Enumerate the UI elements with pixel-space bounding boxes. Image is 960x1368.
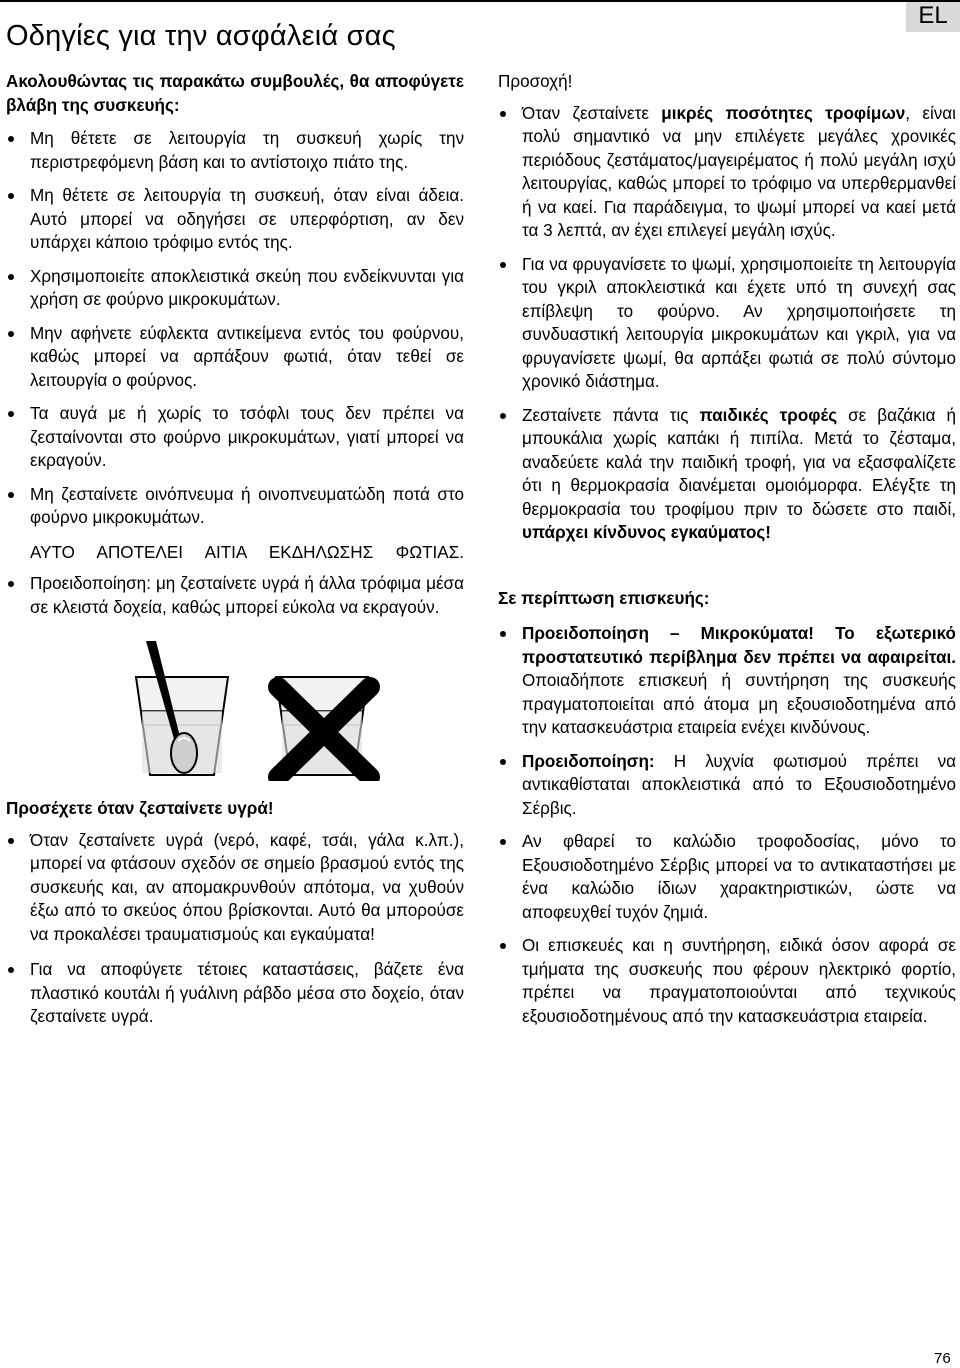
service-list (498, 622, 956, 1028)
left-column (6, 66, 464, 1029)
page-title: Οδηγίες για την ασφάλειά σας (6, 20, 396, 52)
list-item (498, 102, 956, 243)
spoon-in-glass-vs-no-spoon-icon (128, 641, 388, 781)
list-item: Για να αποφύγετε τέτοιες καταστάσεις, βάζετε ένα πλαστικό κουτάλι ή γυάλινη ράβδο μέσα στο δοχείο, όταν ζεσταίνετε υγρά. (6, 958, 464, 1029)
list-item: Προειδοποίηση: μη ζεσταίνετε υγρά ή άλλα τρόφιμα μέσα σε κλειστά δοχεία, καθώς μπορεί εύκολα να εκραγούν. (6, 572, 464, 619)
closed-container-list (6, 572, 464, 619)
text: , είναι πολύ σημαντικό να μην επιλέγετε μεγάλες χρονικές περιόδους ζεστάματος/μαγειρέματος ή πολύ μεγάλη ισχύ λειτουργίας, καθώς μπορεί το τρόφιμο να υπερθερμανθεί ή να καεί. Για παράδειγμα, το ψωμί μπορεί να καεί μετά τα 3 λεπτά, αν έχει επιλεγεί μεγάλη ισχύς. (522, 103, 956, 240)
text: Οποιαδήποτε επισκευή ή συντήρηση της συσκευής πραγματοποιείται από άτομα μη εξουσιοδοτημένα από την κατασκευάστρια εταιρεία ενέχει κινδύνους. (522, 671, 956, 737)
list-item: Οι επισκευές και η συντήρηση, ειδικά όσον αφορά σε τμήματα της συσκευής που φέρουν ηλεκτρικό φορτίο, πρέπει να πραγματοποιούνται από τεχνικούς εξουσιοδοτημένους από την κατασκευάστρια εταιρεία. (498, 934, 956, 1028)
emphasis: υπάρχει κίνδυνος εγκαύματος! (522, 523, 771, 542)
fire-warning: ΑΥΤΟ ΑΠΟΤΕΛΕΙ ΑΙΤΙΑ ΕΚΔΗΛΩΣΗΣ ΦΩΤΙΑΣ. (30, 542, 464, 562)
text: Η λυχνία φωτισμού πρέπει να αντικαθίσταται αποκλειστικά από το Εξουσιοδοτημένο Σέρβις. (522, 751, 956, 818)
list-item: Μη θέτετε σε λειτουργία τη συσκευή χωρίς την περιστρεφόμενη βάση και το αντίστοιχο πιάτο της. (6, 127, 464, 174)
title-bar (0, 0, 960, 62)
liquids-heading: Προσέχετε όταν ζεσταίνετε υγρά! (6, 799, 274, 818)
list-item: Μην αφήνετε εύφλεκτα αντικείμενα εντός του φούρνου, καθώς μπορεί να αρπάξουν φωτιά, όταν τεθεί σε λειτουργία ο φούρνος. (6, 322, 464, 393)
caution-heading: Προσοχή! (498, 72, 573, 91)
liquids-list (6, 829, 464, 1029)
list-item (498, 750, 956, 821)
list-item (498, 404, 956, 545)
list-item: Αν φθαρεί το καλώδιο τροφοδοσίας, μόνο το Εξουσιοδοτημένο Σέρβις μπορεί να το αντικαταστήσει με ένα καλώδιο ίδιων χαρακτηριστικών, ώστε να αποφευχθεί τυχόν ζημιά. (498, 830, 956, 924)
service-heading: Σε περίπτωση επισκευής: (498, 588, 710, 608)
list-item (498, 622, 956, 740)
right-column (498, 66, 956, 1028)
device-damage-list (6, 127, 464, 530)
text: Ζεσταίνετε πάντα τις (522, 405, 700, 425)
text: σε βαζάκια ή μπουκάλια χωρίς καπάκι ή πιπίλα. Μετά το ζέσταμα, αναδεύετε καλά την παιδική τροφή, για να εξασφαλίζετε ότι η θερμοκρασία διανέμεται ομοιόμορφα. Ελέγξτε τη θερμοκρασία του τροφίμου πριν το δώσετε στο παιδί, (522, 405, 956, 519)
list-item: Χρησιμοποιείτε αποκλειστικά σκεύη που ενδείκνυνται για χρήση σε φούρνο μικροκυμάτων. (6, 265, 464, 312)
emphasis: Προειδοποίηση – Μικροκύματα! Το εξωτερικό προστατευτικό περίβλημα δεν πρέπει να αφαιρείται. (522, 624, 956, 667)
list-item: Όταν ζεσταίνετε υγρά (νερό, καφέ, τσάι, γάλα κ.λπ.), μπορεί να φτάσουν σχεδόν σε σημείο βρασμού εντός της συσκευής και, αν απομακρυνθούν απότομα, να χυθούν έξω από το σκεύος όπου βρίσκονται. Αυτό θα μπορούσε να προκαλέσει τραυματισμούς και εγκαύματα! (6, 829, 464, 947)
page-number: 76 (934, 1350, 951, 1367)
glass-illustration (128, 641, 388, 781)
list-item: Μη θέτετε σε λειτουργία τη συσκευή, όταν είναι άδεια. Αυτό μπορεί να οδηγήσει σε υπερφόρτιση, αν δεν υπάρχει κάποιο τρόφιμο εντός της. (6, 184, 464, 255)
emphasis: Προειδοποίηση: (522, 751, 655, 771)
intro-heading: Ακολουθώντας τις παρακάτω συμβουλές, θα αποφύγετε βλάβη της συσκευής: (6, 72, 464, 115)
list-item: Τα αυγά με ή χωρίς το τσόφλι τους δεν πρέπει να ζεσταίνονται στο φούρνο μικροκυμάτων, γιατί μπορεί να εκραγούν. (6, 402, 464, 473)
list-item: Μη ζεσταίνετε οινόπνευμα ή οινοπνευματώδη ποτά στο φούρνο μικροκυμάτων. (6, 483, 464, 530)
emphasis: παιδικές τροφές (699, 405, 838, 425)
text: Όταν ζεσταίνετε (522, 103, 662, 123)
caution-list (498, 102, 956, 545)
language-badge: EL (906, 2, 960, 32)
list-item: Για να φρυγανίσετε το ψωμί, χρησιμοποιείτε τη λειτουργία του γκριλ αποκλειστικά και έχετε υπό τη συνεχή σας επίβλεψη το φούρνο. Αν χρησιμοποιήσετε τη συνδυαστική λειτουργία μικροκυμάτων και γκριλ, για να φρυγανίσετε ψωμί, θα αρπάξει φωτιά σε πολύ σύντομο χρονικό διάστημα. (498, 253, 956, 394)
emphasis: μικρές ποσότητες τροφίμων (661, 103, 906, 123)
